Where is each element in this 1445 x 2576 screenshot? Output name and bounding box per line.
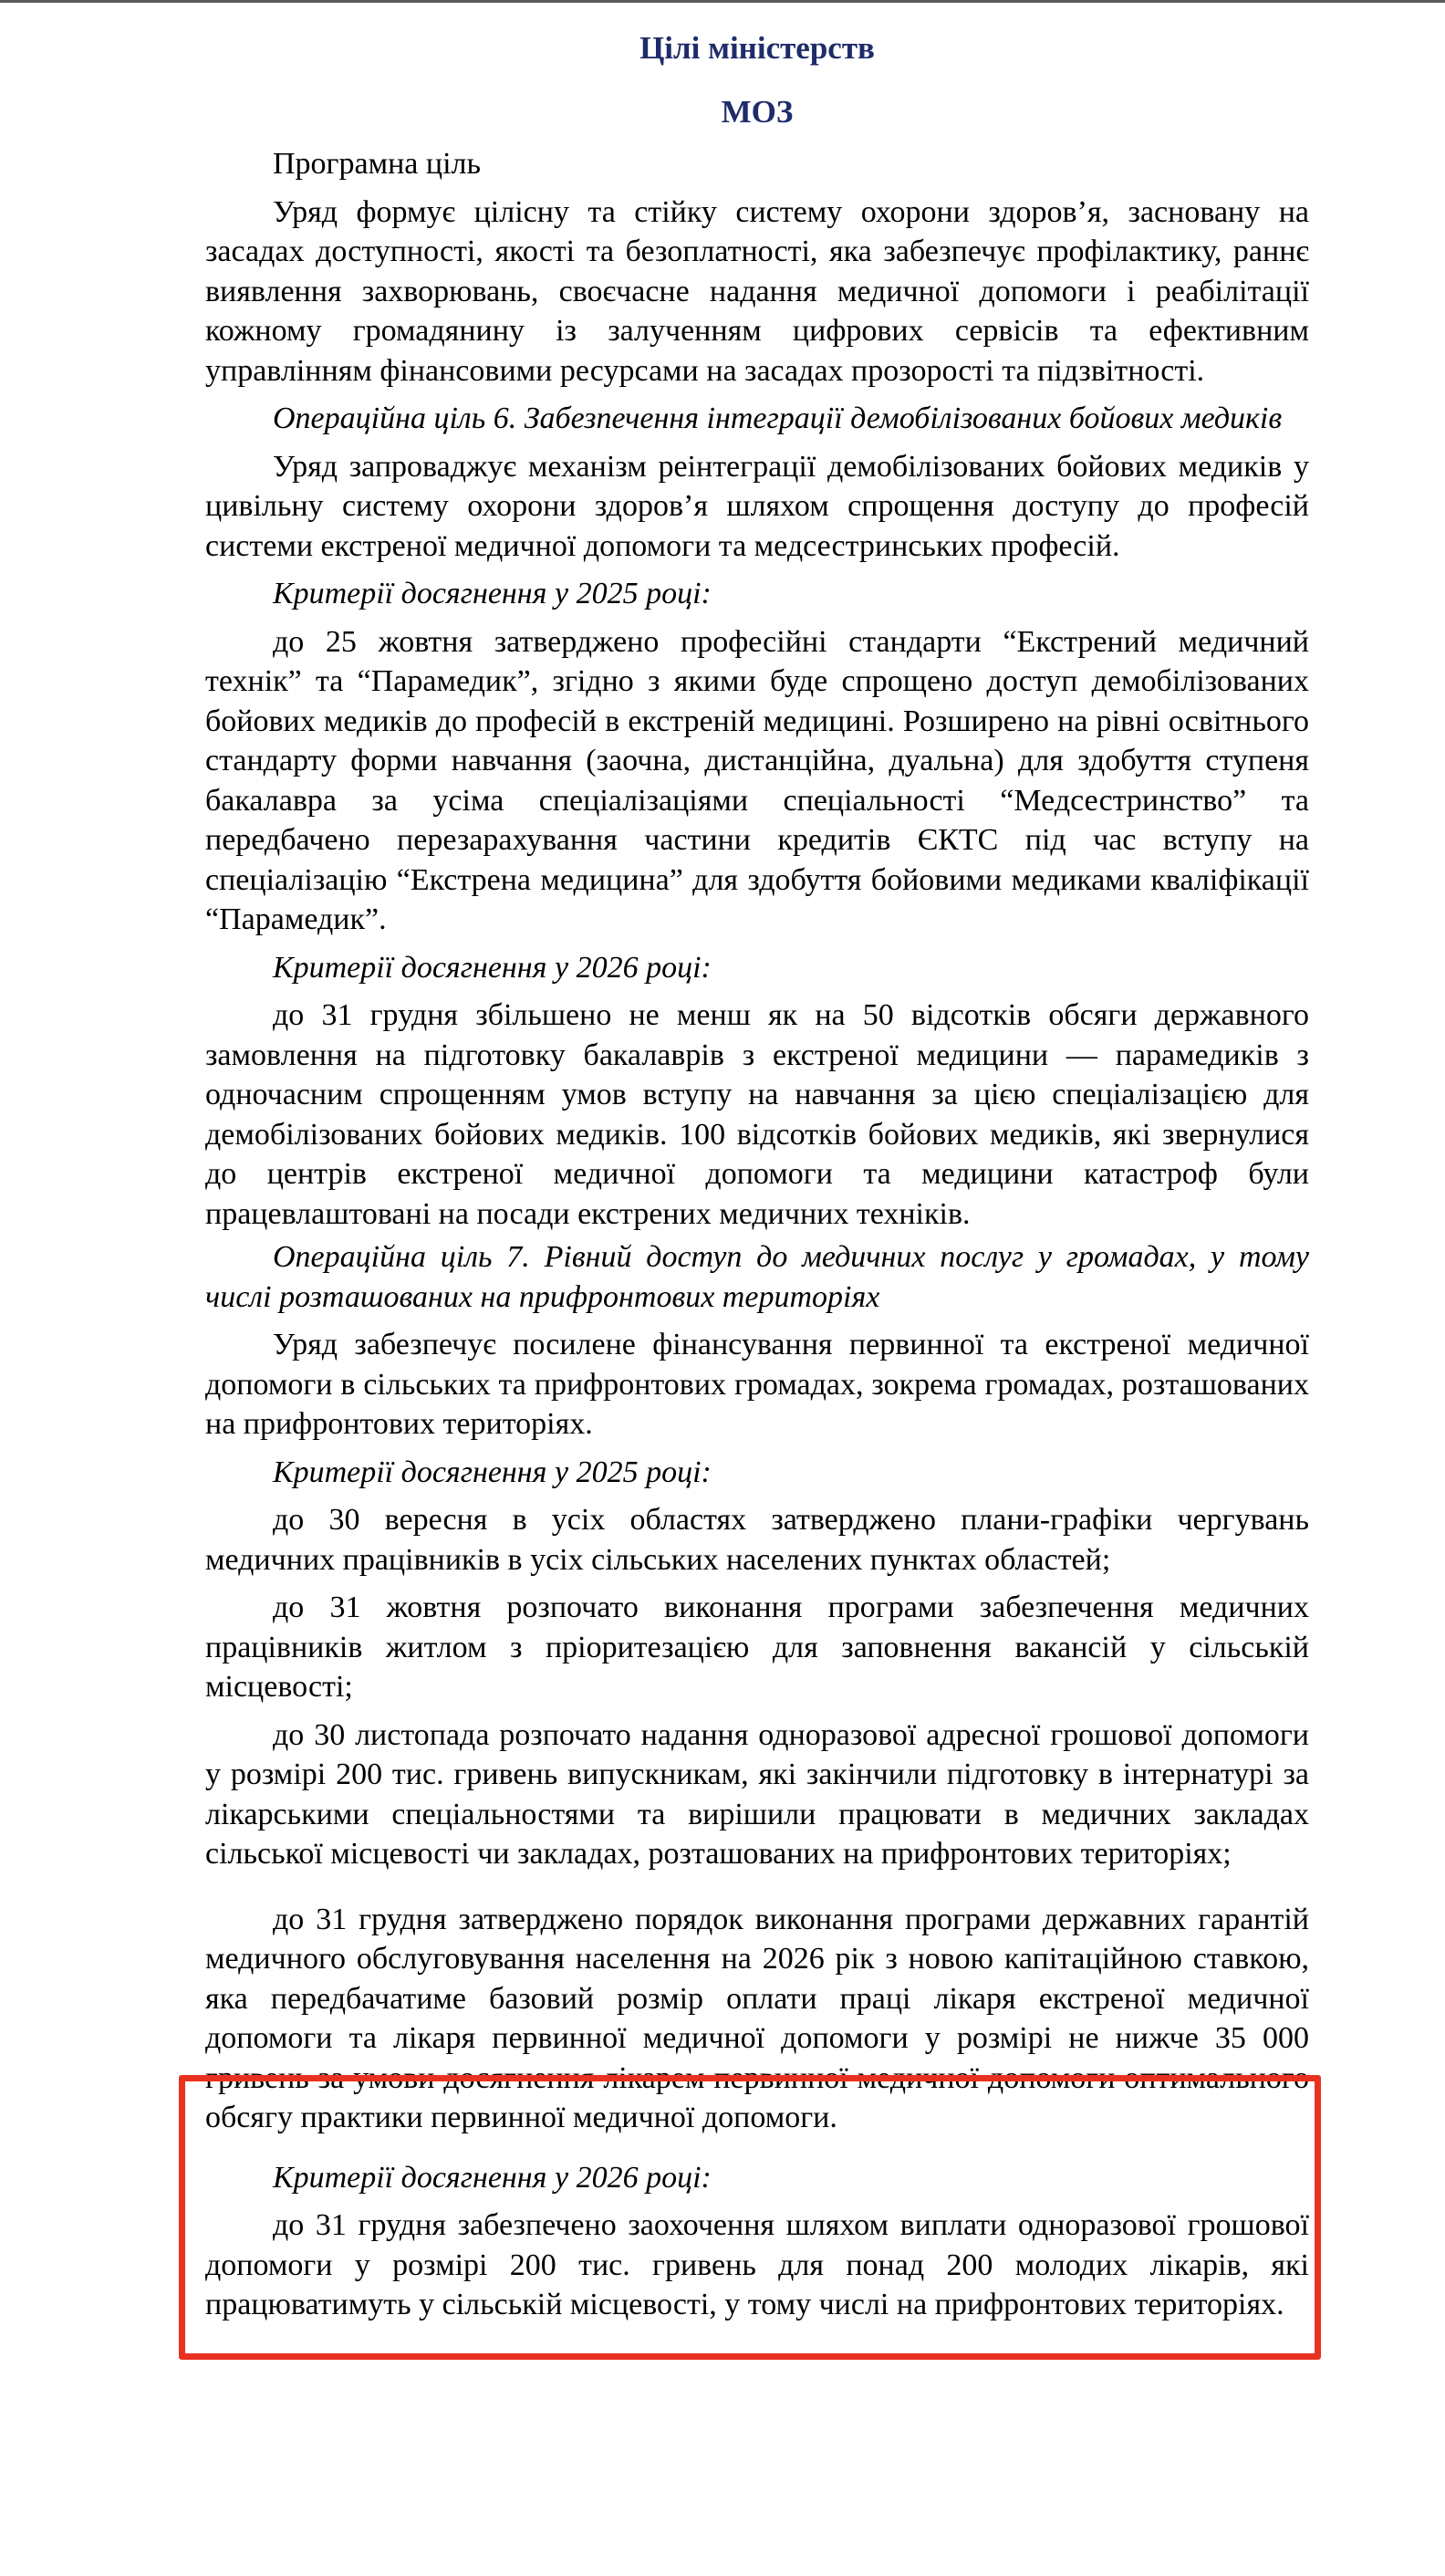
- criteria-2026-item-2: до 31 грудня забезпечено заохочення шляхом виплати одноразової грошової допомоги у розмірі 200 тис. гривень для понад 200 молодих лікарів, які працюватимуть у сільській місцевості, у тому числі на прифронтових територіях.: [205, 2208, 1309, 2321]
- criteria-2026-item: до 31 грудня збільшено не менш як на 50 відсотків обсяги державного замовлення на підготовку бакалаврів з екстреної медицини — парамедиків з одночасним спрощенням умов вступу на навчання за цією спеціалізацією для демобілізованих бойових медиків. 100 відсотків бойових медиків, які звернулися до центрів екстреної медичної допомоги та медицини катастроф були працевлаштовані на посади екстрених медичних техніків.: [205, 998, 1309, 1231]
- operational-goal-6-text: Уряд запроваджує механізм реінтеграції демобілізованих бойових медиків у цивільну систему охорони здоров’я шляхом спрощення доступу до професій системи екстреної медичної допомоги та медсестринських професій.: [205, 449, 1309, 563]
- operational-goal-7-heading: Операційна ціль 7. Рівний доступ до медичних послуг у громадах, у тому числі розташованих на прифронтових територіях: [205, 1240, 1309, 1314]
- criteria-2025-item-1: до 30 вересня в усіх областях затверджено плани-графіки чергувань медичних працівників в усіх сільських населених пунктах областей;: [205, 1503, 1309, 1577]
- criteria-2025-item-2: до 31 жовтня розпочато виконання програми забезпечення медичних працівників житлом з пріоритезацією для заповнення вакансій у сільській місцевості;: [205, 1590, 1309, 1704]
- document-page: [205, 20, 1309, 2325]
- criteria-2026-heading-2: Критерії досягнення у 2026 році:: [273, 2160, 712, 2195]
- ministry-heading: МОЗ: [721, 94, 794, 130]
- page-title: Цілі міністерств: [639, 30, 875, 66]
- criteria-2025-heading: Критерії досягнення у 2025 році:: [273, 577, 712, 610]
- criteria-2026-heading: Критерії досягнення у 2026 році:: [273, 950, 712, 985]
- criteria-2025-item: до 25 жовтня затверджено професійні стандарти “Екстрений медичний технік” та “Парамедик”, згідно з якими буде спрощено доступ демобілізованих бойових медиків до професій в екстреній медицині. Розширено на рівні освітнього стандарту форми навчання (заочна, дистанційна, дуальна) для здобуття ступеня бакалавра за усіма спеціалізаціями спеціальності “Медсестринство” та передбачено перезарахування частини кредитів ЄКТС під час вступу на спеціалізацію “Екстрена медицина” для здобуття бойовими медиками кваліфікації “Парамедик”.: [205, 624, 1309, 936]
- program-goal-label: Програмна ціль: [273, 147, 482, 181]
- top-border: [0, 0, 1445, 3]
- program-goal-text: Уряд формує цілісну та стійку систему охорони здоров’я, засновану на засадах доступності, якості та безоплатності, яка забезпечує профілактику, раннє виявлення захворювань, своєчасне надання медичної допомоги і реабілітації кожному громадянину із залученням цифрових сервісів та ефективним управлінням фінансовими ресурсами на засадах прозорості та підзвітності.: [205, 194, 1309, 388]
- criteria-2025-heading-2: Критерії досягнення у 2025 році:: [273, 1455, 712, 1489]
- criteria-2025-item-4-highlighted: до 31 грудня затверджено порядок виконання програми державних гарантій медичного обслуговування населення на 2026 рік з новою капітаційною ставкою, яка передбачатиме базовий розмір оплати праці лікаря екстреної медичної допомоги та лікаря первинної медичної допомоги у розмірі не нижче 35 000 гривень за умови досягнення лікарем первинної медичної допомоги оптимального обсягу практики первинної медичної допомоги.: [205, 1902, 1309, 2134]
- operational-goal-7-text: Уряд забезпечує посилене фінансування первинної та екстреної медичної допомоги в сільських та прифронтових громадах, зокрема громадах, розташованих на прифронтових територіях.: [205, 1328, 1309, 1441]
- operational-goal-6-heading: Операційна ціль 6. Забезпечення інтеграції демобілізованих бойових медиків: [273, 402, 1283, 435]
- criteria-2025-item-3: до 30 листопада розпочато надання одноразової адресної грошової допомоги у розмірі 200 тис. гривень випускникам, які закінчили підготовку в інтернатурі за лікарськими спеціальностями та вирішили працювати в медичних закладах сільської місцевості чи закладах, розташованих на прифронтових територіях;: [205, 1717, 1309, 1871]
